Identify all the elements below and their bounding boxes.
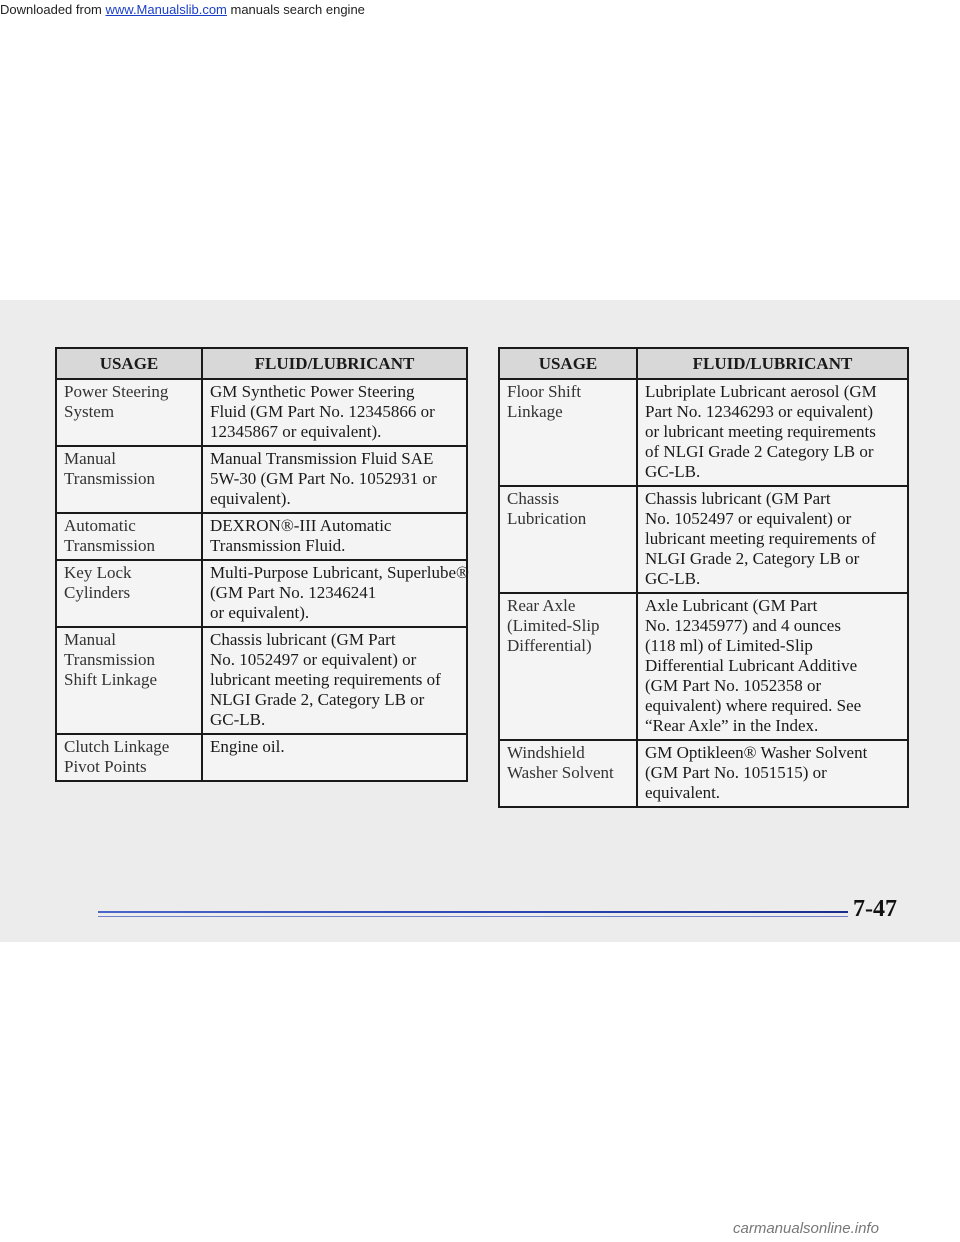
fluid-line: Chassis lubricant (GM Part: [645, 489, 831, 508]
fluid-table-right: [498, 347, 909, 808]
usage-cell: [56, 627, 202, 734]
usage-line: Linkage: [507, 402, 563, 421]
fluid-line: (118 ml) of Limited-Slip: [645, 636, 813, 655]
fluid-cell: [202, 446, 467, 513]
fluid-line: of NLGI Grade 2 Category LB or: [645, 442, 874, 461]
fluid-line: NLGI Grade 2, Category LB or: [210, 690, 425, 709]
footer-rule-thin: [98, 916, 848, 917]
usage-cell: [499, 379, 637, 486]
page-number: 7-47: [853, 896, 897, 922]
fluid-line: Part No. 12346293 or equivalent): [645, 402, 874, 421]
usage-header: USAGE: [56, 348, 202, 379]
table-row: [499, 379, 908, 486]
fluid-line: GC-LB.: [645, 462, 701, 481]
fluid-line: No. 12345977) and 4 ounces: [645, 616, 841, 635]
fluid-line: “Rear Axle” in the Index.: [645, 716, 819, 735]
fluid-line: Transmission Fluid.: [210, 536, 346, 555]
footer-rule: [98, 911, 848, 913]
table-row: [56, 734, 467, 781]
fluid-line: Engine oil.: [210, 737, 285, 756]
fluid-line: NLGI Grade 2, Category LB or: [645, 549, 860, 568]
usage-cell: [56, 446, 202, 513]
download-watermark: [0, 2, 365, 17]
fluid-line: No. 1052497 or equivalent) or: [645, 509, 852, 528]
fluid-cell: [202, 513, 467, 560]
usage-cell: [56, 734, 202, 781]
fluid-cell: [202, 379, 467, 446]
table-row: [499, 593, 908, 740]
fluid-line: Lubriplate Lubricant aerosol (GM: [645, 382, 877, 401]
table-header-row: [499, 348, 908, 379]
fluid-line: GC-LB.: [645, 569, 701, 588]
fluid-cell: [637, 379, 908, 486]
fluid-cell: [202, 734, 467, 781]
usage-cell: [56, 560, 202, 627]
usage-line: Automatic: [64, 516, 136, 535]
bottom-margin: [0, 942, 960, 1242]
fluid-line: Manual Transmission Fluid SAE: [210, 449, 434, 468]
fluid-line: Multi-Purpose Lubricant, Superlube®: [210, 563, 469, 582]
usage-cell: [499, 740, 637, 807]
fluid-table-left: [55, 347, 468, 782]
fluid-line: (GM Part No. 1052358 or: [645, 676, 822, 695]
usage-line: Manual: [64, 449, 116, 468]
table-row: [499, 486, 908, 593]
fluid-line: lubricant meeting requirements of: [210, 670, 441, 689]
table-row: [56, 560, 467, 627]
fluid-header: FLUID/LUBRICANT: [202, 348, 467, 379]
fluid-line: (GM Part No. 12346241: [210, 583, 377, 602]
fluid-line: DEXRON®-III Automatic: [210, 516, 392, 535]
usage-line: Rear Axle: [507, 596, 576, 615]
usage-line: (Limited-Slip: [507, 616, 600, 635]
fluid-line: equivalent.: [645, 783, 721, 802]
fluid-line: 12345867 or equivalent).: [210, 422, 382, 441]
usage-cell: [499, 486, 637, 593]
usage-line: Cylinders: [64, 583, 131, 602]
fluid-cell: [202, 560, 467, 627]
table-row: [56, 513, 467, 560]
fluid-cell: [637, 486, 908, 593]
usage-line: Transmission: [64, 469, 156, 488]
usage-cell: [56, 379, 202, 446]
top-margin: [0, 0, 960, 300]
manualslib-link[interactable]: www.Manualslib.com: [105, 2, 227, 17]
usage-line: Key Lock: [64, 563, 132, 582]
fluid-line: (GM Part No. 1051515) or: [645, 763, 827, 782]
watermark-prefix: Downloaded from: [0, 2, 106, 17]
fluid-line: GM Synthetic Power Steering: [210, 382, 415, 401]
fluid-cell: [202, 627, 467, 734]
usage-cell: [56, 513, 202, 560]
usage-line: Clutch Linkage: [64, 737, 170, 756]
usage-line: Power Steering: [64, 382, 169, 401]
watermark-suffix: manuals search engine: [226, 2, 365, 17]
usage-line: Shift Linkage: [64, 670, 158, 689]
fluid-line: or lubricant meeting requirements: [645, 422, 876, 441]
usage-line: Differential): [507, 636, 592, 655]
usage-line: Windshield: [507, 743, 585, 762]
fluid-line: GM Optikleen® Washer Solvent: [645, 743, 868, 762]
fluid-line: equivalent).: [210, 489, 291, 508]
usage-line: Transmission: [64, 650, 156, 669]
usage-line: Transmission: [64, 536, 156, 555]
usage-header: USAGE: [499, 348, 637, 379]
fluid-line: Differential Lubricant Additive: [645, 656, 858, 675]
table-row: [499, 740, 908, 807]
usage-cell: [499, 593, 637, 740]
site-watermark: carmanualsonline.info: [733, 1220, 879, 1237]
fluid-cell: [637, 593, 908, 740]
fluid-header: FLUID/LUBRICANT: [637, 348, 908, 379]
fluid-line: or equivalent).: [210, 603, 310, 622]
usage-line: Pivot Points: [64, 757, 147, 776]
table-row: [56, 446, 467, 513]
fluid-line: equivalent) where required. See: [645, 696, 862, 715]
table-row: [56, 379, 467, 446]
usage-line: System: [64, 402, 115, 421]
usage-line: Manual: [64, 630, 116, 649]
fluid-cell: [637, 740, 908, 807]
usage-line: Floor Shift: [507, 382, 582, 401]
table-header-row: [56, 348, 467, 379]
usage-line: Washer Solvent: [507, 763, 614, 782]
fluid-line: No. 1052497 or equivalent) or: [210, 650, 417, 669]
fluid-line: Axle Lubricant (GM Part: [645, 596, 818, 615]
fluid-line: lubricant meeting requirements of: [645, 529, 876, 548]
usage-line: Chassis: [507, 489, 559, 508]
usage-line: Lubrication: [507, 509, 587, 528]
table-row: [56, 627, 467, 734]
fluid-line: Chassis lubricant (GM Part: [210, 630, 396, 649]
fluid-line: GC-LB.: [210, 710, 266, 729]
fluid-line: 5W-30 (GM Part No. 1052931 or: [210, 469, 437, 488]
fluid-line: Fluid (GM Part No. 12345866 or: [210, 402, 435, 421]
